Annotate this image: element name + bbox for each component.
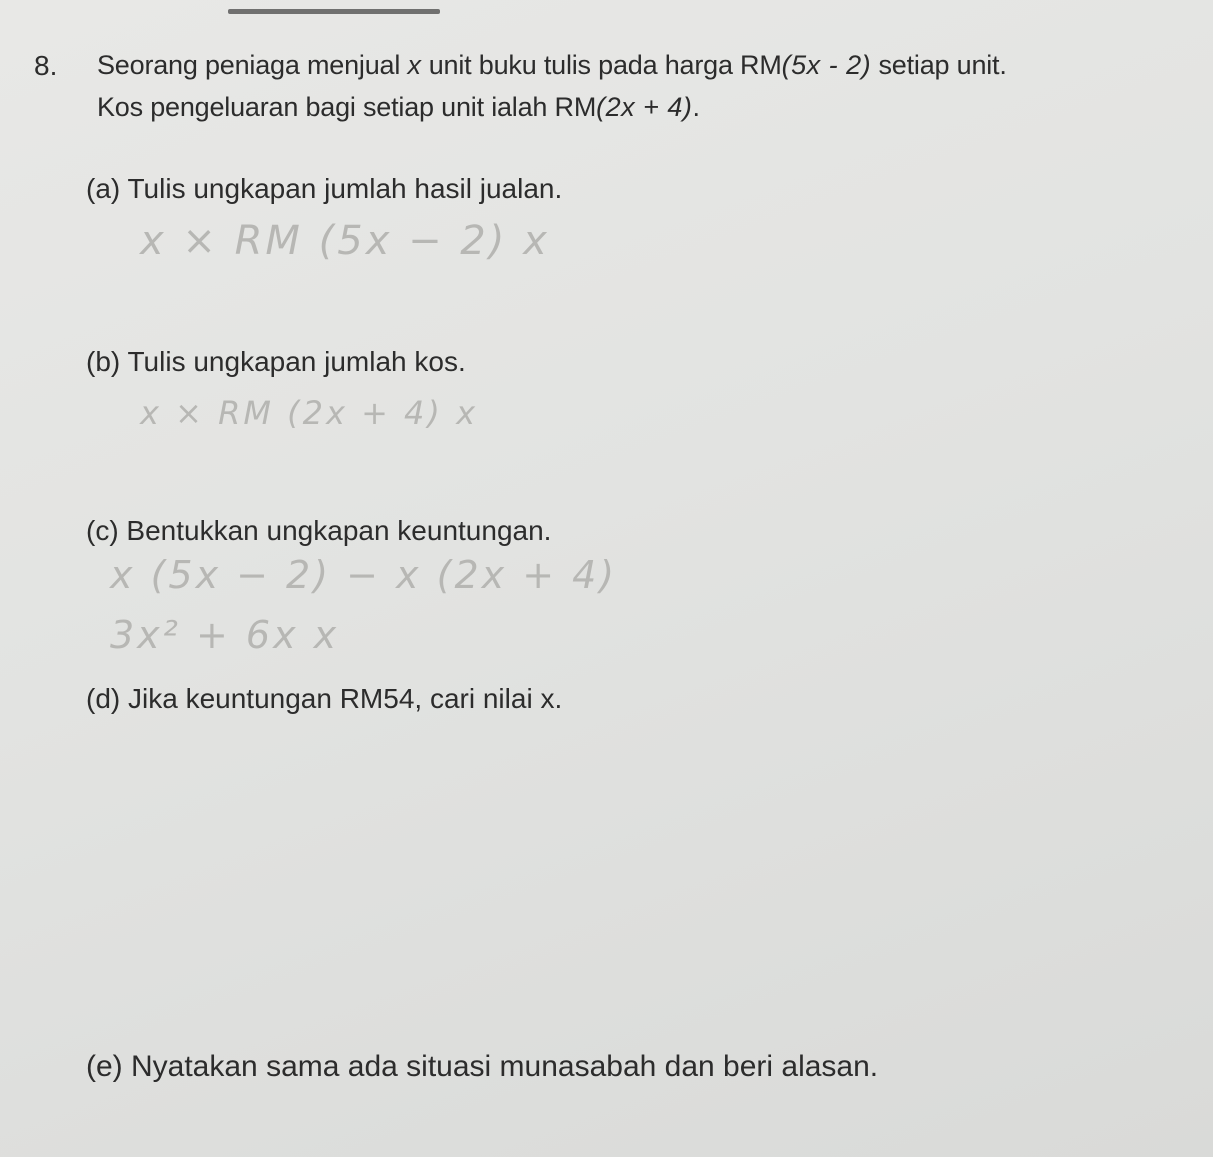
handwritten-answer-a: x × RM (5x − 2) x	[140, 218, 550, 264]
handwritten-answer-b: x × RM (2x + 4) x	[140, 394, 478, 432]
part-c: (c) Bentukkan ungkapan keuntungan.	[86, 515, 552, 546]
variable-x: x	[407, 50, 422, 80]
question-line-2-text: Kos pengeluaran bagi setiap unit ialah RM	[97, 92, 597, 122]
question-line-1	[97, 50, 1007, 81]
handwritten-answer-c-line-2: 3x² + 6x x	[110, 613, 340, 657]
handwritten-answer-c-line-1: x (5x − 2) − x (2x + 4)	[110, 553, 618, 597]
question-line-1-text-3: setiap unit.	[871, 50, 1007, 80]
paper-edge	[228, 9, 440, 14]
question-number: 8.	[34, 50, 58, 81]
cost-expression: (2x + 4)	[596, 92, 693, 122]
part-e: (e) Nyatakan sama ada situasi munasabah dan beri alasan.	[86, 1050, 879, 1083]
part-d: (d) Jika keuntungan RM54, cari nilai x.	[86, 683, 563, 714]
question-line-2-text-2: .	[692, 92, 700, 122]
question-line-1-text-2: unit buku tulis pada harga RM	[421, 50, 782, 80]
price-expression: (5x - 2)	[781, 50, 872, 80]
question-line-2	[97, 92, 700, 123]
part-a: (a) Tulis ungkapan jumlah hasil jualan.	[86, 173, 563, 204]
part-b: (b) Tulis ungkapan jumlah kos.	[86, 346, 466, 377]
question-line-1-text: Seorang peniaga menjual	[97, 50, 408, 80]
